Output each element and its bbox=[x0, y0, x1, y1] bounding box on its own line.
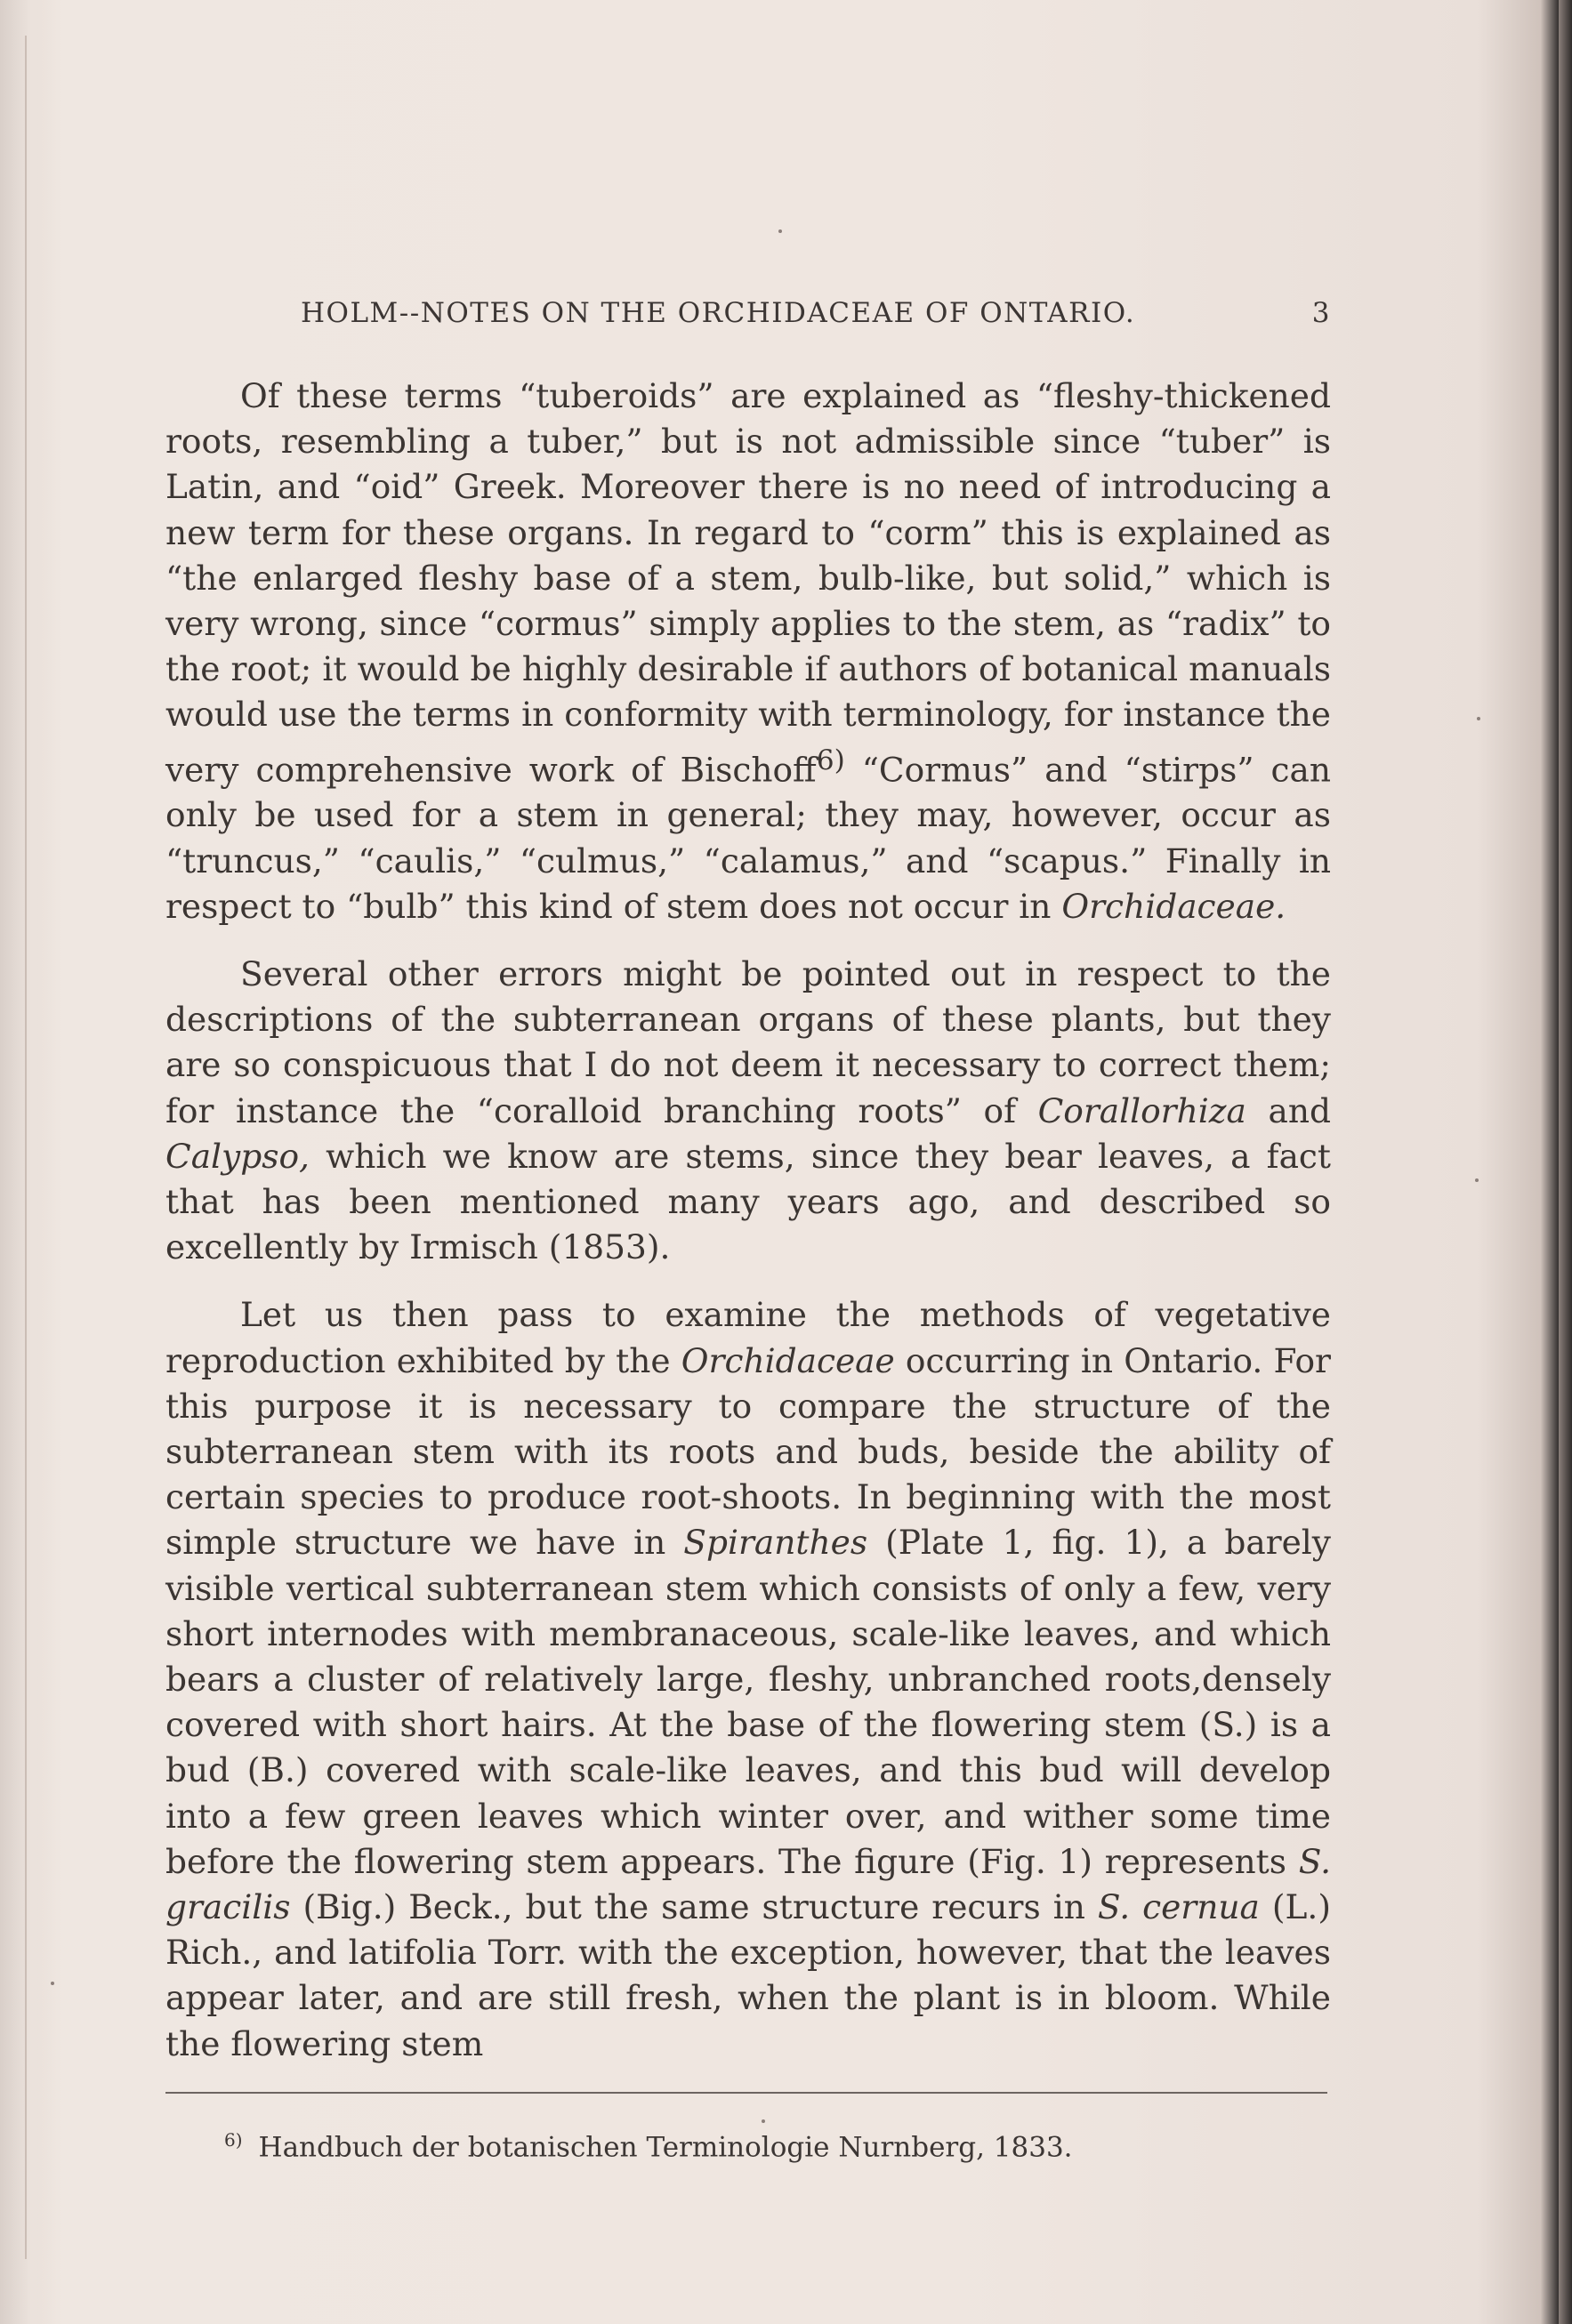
paragraph-terminology bbox=[165, 374, 1331, 929]
paper-speck bbox=[51, 1982, 54, 1985]
paragraph-reproduction bbox=[165, 1292, 1331, 2066]
scan-edge bbox=[1559, 0, 1572, 2324]
italic-taxon: S. cernua bbox=[1097, 1887, 1260, 1926]
italic-taxon: Corallorhiza bbox=[1037, 1090, 1246, 1130]
italic-taxon: Spiranthes bbox=[683, 1523, 868, 1563]
page-content bbox=[165, 294, 1331, 2163]
paragraph-text: Several other errors might be pointed out in respect to the descriptions of the subterranean organs of these plants, but they are so conspicuous that I do not deem it necessary to correct them; for instance the “coralloid branching roots” of bbox=[165, 953, 1331, 1130]
footnote bbox=[224, 2129, 1331, 2163]
paper-speck bbox=[778, 229, 782, 233]
paragraph-text: “Cormus” and “stirps” can only be used for a stem in general; they may, however, occur as “truncus,” “caulis,” “culmus,” “calamus,” and “scapus.” Finally in respect to “bulb” this kind of stem does not occur in bbox=[165, 750, 1331, 926]
body-text bbox=[165, 374, 1331, 2067]
paragraph-text: which we know are stems, since they bear leaves, a fact that has been mentioned many years ago, and described so excellently by Irmisch (1853). bbox=[165, 1136, 1331, 1267]
paragraph-errors bbox=[165, 952, 1331, 1270]
footnote-reference: 6) bbox=[816, 744, 845, 776]
paragraph-text: (Big.) Beck., but the same structure recurs in bbox=[290, 1887, 1098, 1926]
page-number: 3 bbox=[1311, 297, 1331, 329]
paragraph-text: (L.) Rich., and latifolia Torr. with the exception, however, that the leaves appear later, and are still fresh, when the plant is in bloom. While the flowering stem bbox=[165, 1887, 1331, 2063]
paper-speck bbox=[1477, 717, 1480, 720]
paragraph-text: and bbox=[1246, 1090, 1331, 1130]
running-title: HOLM--NOTES ON THE ORCHIDACEAE OF ONTARIO. bbox=[301, 297, 1136, 329]
italic-taxon: Orchidaceae. bbox=[1061, 886, 1286, 926]
paragraph-text: Of these terms “tuberoids” are explained as “fleshy-thickened roots, resembling a tuber,” but is not admissible since “tuber” is Latin, and “oid” Greek. Moreover there is no need of introducing a new term for these organs. In regard to “corm” this is explained as “the enlarged fleshy base of a stem, bulb-like, but solid,” which is very wrong, since “cormus” simply applies to the stem, as “radix” to the root; it would be highly desirable if authors of botanical manuals would use the terms in conformity with terminology, for instance the very comprehensive work of Bischoff bbox=[165, 376, 1331, 790]
paragraph-text: (Plate 1, fig. 1), a barely visible vertical subterranean stem which consists of only a few, very short internodes with membranaceous, scale-like leaves, and which bears a cluster of relatively large, fleshy, unbranched roots,densely covered with short hairs. At the base of the flowering stem (S.) is a bud (B.) covered with scale-like leaves, and this bud will develop into a few green leaves which winter over, and wither some time before the flowering stem appears. The figure (Fig. 1) represents bbox=[165, 1523, 1331, 1881]
footnote-text: Handbuch der botanischen Terminologie Nurnberg, 1833. bbox=[258, 2131, 1073, 2164]
italic-taxon: Orchidaceae bbox=[681, 1340, 895, 1380]
running-header bbox=[165, 294, 1331, 340]
paragraph-text: occurring in Ontario. For this purpose it is necessary to compare the structure of the subterranean stem with its roots and buds, beside the ability of certain species to produce root-shoots. In beginning with the most simple structure we have in bbox=[165, 1340, 1331, 1563]
italic-taxon: S. gracilis bbox=[165, 1841, 1331, 1926]
binding-edge bbox=[25, 36, 27, 2259]
italic-taxon: Calypso, bbox=[165, 1136, 310, 1176]
footnote-marker: 6) bbox=[224, 2128, 243, 2151]
footnote-rule bbox=[165, 2092, 1327, 2094]
paragraph-text: Let us then pass to examine the methods of vegetative reproduction exhibited by the bbox=[165, 1295, 1331, 1380]
paper-speck bbox=[1475, 1178, 1479, 1182]
